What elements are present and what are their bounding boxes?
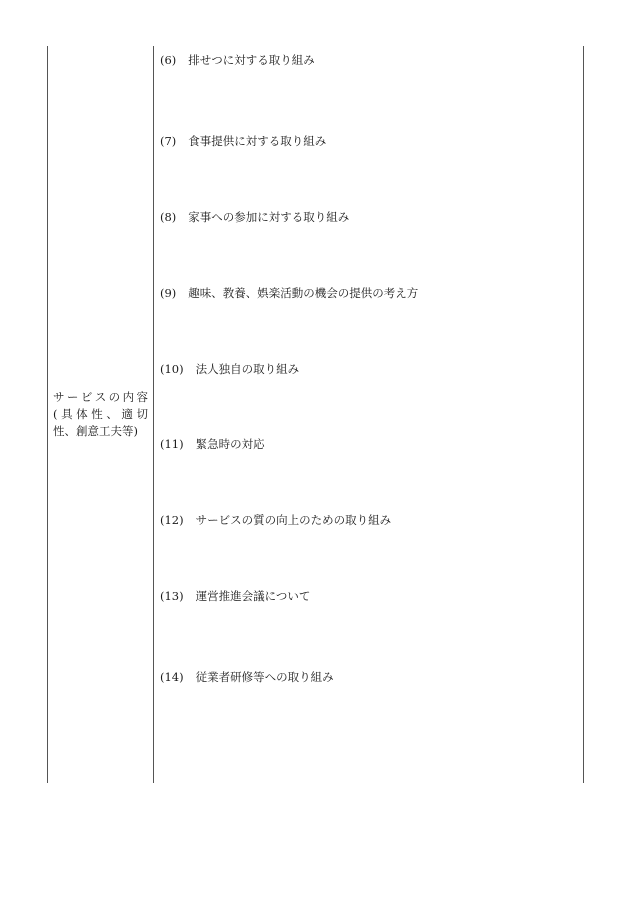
item-text: サービスの質の向上のための取り組み <box>195 513 392 527</box>
item-text: 食事提供に対する取り組み <box>188 134 327 148</box>
item-text: 緊急時の対応 <box>195 437 265 451</box>
item-text: 法人独自の取り組み <box>195 362 300 376</box>
item-number: (9) <box>160 286 177 300</box>
item-text: 排せつに対する取り組み <box>188 53 315 67</box>
item-9 <box>160 286 418 300</box>
item-number: (11) <box>160 437 184 451</box>
section-label-line: (具体性、適切 <box>53 407 148 421</box>
item-number: (14) <box>160 670 184 684</box>
item-10 <box>160 362 299 376</box>
table-column-divider <box>153 46 154 783</box>
section-label <box>53 389 148 440</box>
item-11 <box>160 437 265 451</box>
item-number: (6) <box>160 53 177 67</box>
item-12 <box>160 513 391 527</box>
item-number: (8) <box>160 210 177 224</box>
item-7 <box>160 134 326 148</box>
section-label-line: 性、創意工夫等) <box>53 424 138 438</box>
item-text: 家事への参加に対する取り組み <box>188 210 350 224</box>
item-8 <box>160 210 349 224</box>
item-text: 運営推進会議について <box>195 589 311 603</box>
item-6 <box>160 53 315 67</box>
table-border-left <box>47 46 48 783</box>
item-text: 従業者研修等への取り組み <box>195 670 334 684</box>
section-label-line: サービスの内容 <box>53 390 148 404</box>
item-number: (12) <box>160 513 184 527</box>
item-number: (7) <box>160 134 177 148</box>
item-number: (10) <box>160 362 184 376</box>
table-border-right <box>583 46 584 783</box>
item-14 <box>160 670 334 684</box>
item-13 <box>160 589 310 603</box>
item-number: (13) <box>160 589 184 603</box>
item-text: 趣味、教養、娯楽活動の機会の提供の考え方 <box>188 286 419 300</box>
